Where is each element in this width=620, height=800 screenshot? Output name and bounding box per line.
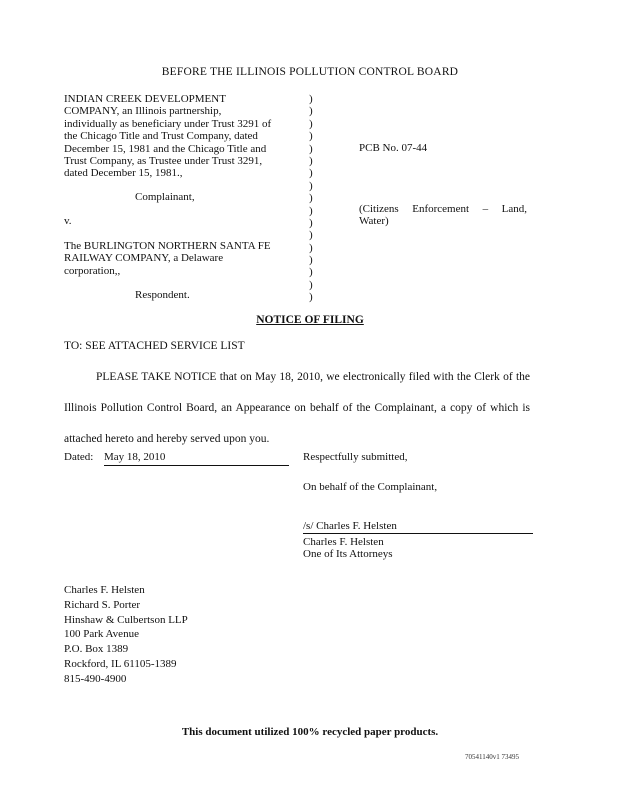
attorney-line: Rockford, IL 61105-1389	[64, 657, 177, 670]
complainant-caption	[64, 93, 271, 180]
respondent-label: Respondent.	[135, 289, 190, 301]
complainant-line: Trust Company, as Trustee under Trust 3291,	[64, 154, 263, 167]
paren: )	[309, 117, 313, 130]
case-nature-word: –	[482, 203, 489, 215]
paren: )	[309, 278, 313, 291]
paren: )	[309, 130, 313, 143]
respondent-line: RAILWAY COMPANY, a Delaware	[64, 252, 224, 265]
attorney-line: Hinshaw & Culbertson LLP	[64, 613, 188, 626]
recycled-paper-note: This document utilized 100% recycled paper products.	[181, 726, 439, 738]
board-heading: BEFORE THE ILLINOIS POLLUTION CONTROL BOARD	[161, 66, 459, 78]
attorney-block	[64, 583, 188, 687]
case-nature-word: (Citizens	[359, 203, 399, 215]
paren: )	[309, 266, 313, 279]
paren: )	[309, 142, 313, 155]
dated-label: Dated:	[64, 451, 94, 463]
on-behalf-of: On behalf of the Complainant,	[303, 481, 438, 493]
attorney-line: 100 Park Avenue	[64, 628, 139, 641]
paren: )	[309, 167, 313, 180]
signer-role: One of Its Attorneys	[303, 548, 393, 560]
case-nature-line2: Water)	[359, 215, 389, 228]
paren: )	[309, 254, 313, 267]
notice-title: NOTICE OF FILING	[256, 314, 364, 326]
signature-line: /s/ Charles F. Helsten	[303, 520, 533, 534]
respectfully-submitted: Respectfully submitted,	[303, 451, 408, 463]
versus: v.	[64, 215, 72, 227]
case-number: PCB No. 07-44	[359, 142, 428, 154]
complainant-label: Complainant,	[135, 191, 195, 203]
complainant-line: the Chicago Title and Trust Company, dated	[64, 130, 258, 143]
paren: )	[309, 179, 313, 192]
complainant-line: COMPANY, an Illinois partnership,	[64, 105, 222, 118]
notice-body	[64, 362, 530, 455]
paren: )	[309, 105, 313, 118]
paren: )	[309, 241, 313, 254]
attorney-line: 815-490-4900	[64, 672, 127, 685]
attorney-line: Charles F. Helsten	[64, 584, 145, 596]
complainant-line: individually as beneficiary under Trust 3291 of	[64, 117, 272, 130]
paren: )	[309, 192, 313, 205]
respondent-line: The BURLINGTON NORTHERN SANTA FE	[64, 240, 271, 252]
complainant-line: INDIAN CREEK DEVELOPMENT	[64, 93, 226, 105]
paren: )	[309, 204, 313, 217]
case-nature-word: Land,	[501, 203, 527, 215]
to-line: TO: SEE ATTACHED SERVICE LIST	[64, 340, 245, 352]
respondent-caption	[64, 240, 271, 277]
notice-body-text: PLEASE TAKE NOTICE that on May 18, 2010, we electronically filed with the Clerk of the Illinois Pollution Control Board, an Appearance on behalf of the Complainant, a copy of which is attached hereto and hereby served upon you.	[64, 371, 530, 445]
case-nature-word: Enforcement	[412, 203, 470, 215]
dated-value: May 18, 2010	[104, 451, 289, 466]
attorney-line: Richard S. Porter	[64, 598, 141, 611]
document-id: 70541140v1 73495	[465, 753, 519, 761]
caption-parentheses	[309, 93, 313, 304]
paren: )	[309, 229, 313, 242]
paren: )	[309, 93, 313, 105]
signer-name: Charles F. Helsten	[303, 536, 384, 548]
case-nature	[359, 203, 527, 228]
paren: )	[309, 291, 313, 304]
complainant-line: dated December 15, 1981.,	[64, 167, 183, 180]
paren: )	[309, 154, 313, 167]
respondent-line: corporation,,	[64, 264, 121, 277]
paren: )	[309, 216, 313, 229]
complainant-line: December 15, 1981 and the Chicago Title and	[64, 142, 267, 155]
attorney-line: P.O. Box 1389	[64, 643, 129, 656]
